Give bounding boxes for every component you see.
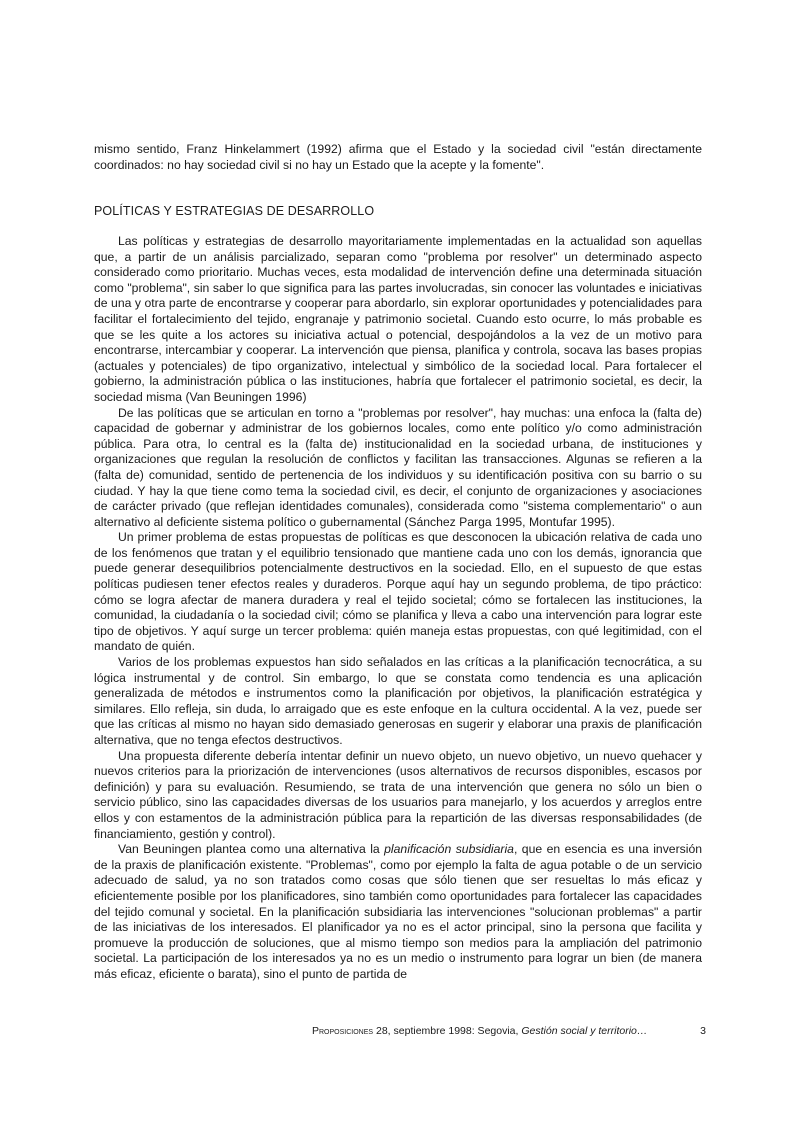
paragraph-6: [94, 842, 702, 982]
paragraph-3: Un primer problema de estas propuestas de políticas es que desconocen la ubicación relativa de cada uno de los fenómenos que tratan y el equilibrio tensionado que mantiene cada uno con los demás, ignorancia que puede generar desequilibrios potencialmente destructivos en la sociedad. Ello, en el supuesto de que estas políticas pudiesen tener efectos reales y duraderos. Porque aquí hay un segundo problema, de tipo práctico: cómo se logra afectar de manera duradera y real el tejido societal; cómo se fortalecen las instituciones, la comunidad, la ciudadanía o la sociedad civil; cómo se planifica y lleva a cabo una intervención para lograr este tipo de objetivos. Y aquí surge un tercer problema: quién maneja estas propuestas, con qué legitimidad, con el mandato de quién.: [94, 530, 702, 654]
intro-paragraph: mismo sentido, Franz Hinkelammert (1992) afirma que el Estado y la sociedad civil "están directamente coordinados: no hay sociedad civil si no hay un Estado que la acepte y la fomente".: [94, 142, 702, 172]
paragraph-4: Varios de los problemas expuestos han sido señalados en las críticas a la planificación tecnocrática, a su lógica instrumental y de control. Sin embargo, lo que se constata como tendencia es una aplicación generalizada de métodos e instrumentos como la planificación por objetivos, la planificación estratégica y similares. Ello refleja, sin duda, lo arraigado que es este enfoque en la cultura occidental. A la vez, puede ser que las críticas al mismo no hayan sido demasiado generosas en sugerir y elaborar una praxis de planificación alternativa, que no tenga efectos destructivos.: [94, 655, 702, 747]
page-footer: [312, 1025, 706, 1037]
paragraph-5: Una propuesta diferente debería intentar definir un nuevo objeto, un nuevo objetivo, un nuevo quehacer y nuevos criterios para la priorización de intervenciones (usos alternativos de recursos disponibles, escasos por definición) y para su evaluación. Resumiendo, se trata de una intervención que genera no sólo un bien o servicio público, sino las capacidades diversas de los usuarios para manejarlo, y los acuerdos y arreglos entre ellos y con estamentos de la administración pública para la repartición de las diversas responsabilidades (de financiamiento, gestión y control).: [94, 748, 702, 841]
intro-text-block: [94, 142, 702, 173]
footer-article-title: Gestión social y territorio…: [521, 1025, 648, 1037]
footer-journal-name: Proposiciones: [312, 1025, 374, 1037]
paragraph-6-rest: , que en esencia es una inversión de la praxis de planificación existente. "Problemas", como por ejemplo la falta de agua potable o de un servicio adecuado de salud, ya no son tratados como cosas que sólo tienen que ser resueltas lo más eficaz y eficientemente posible por los planificadores, sino también como oportunidades para fortalecer las capacidades del tejido comunal y societal. En la planificación subsidiaria las intervenciones "solucionan problemas" a partir de las iniciativas de los interesados. El planificador ya no es el actor principal, sino la persona que facilita y promueve la producción de soluciones, que al mismo tiempo son medios para la ampliación del patrimonio societal. La participación de los interesados ya no es un medio o instrumento para lograr un bien (de manera más eficaz, eficiente o barata), sino el punto de partida de: [94, 842, 702, 981]
body-text-block: [94, 234, 702, 983]
paragraph-6-lead: Van Beuningen plantea como una alternativa la: [118, 842, 385, 857]
paragraph-1: Las políticas y estrategias de desarrollo mayoritariamente implementadas en la actualidad son aquellas que, a partir de un análisis parcializado, separan como "problema por resolver" un determinado aspecto considerado como prioritario. Muchas veces, esta modalidad de intervención define una determinada situación como "problema", sin saber lo que significa para las partes involucradas, sin conocer las voluntades e iniciativas de una y otra parte de encontrarse y cooperar para abordarlo, sin explorar oportunidades y potencialidades para facilitar el fortalecimiento del tejido, engranaje y patrimonio societal. Cuando esto ocurre, lo más probable es que se les quite a los actores su iniciativa actual o potencial, despojándolos a la vez de un motivo para encontrarse, intercambiar y cooperar. La intervención que piensa, planifica y controla, socava las bases propias (actuales y potenciales) de tipo organizativo, intelectual y simbólico de la sociedad local. Para fortalecer el gobierno, la administración pública o las instituciones, habría que fortalecer el patrimonio societal, es decir, la sociedad misma (Van Beuningen 1996): [94, 234, 702, 404]
section-heading: POLÍTICAS Y ESTRATEGIAS DE DESARROLLO: [94, 204, 375, 218]
page-number: 3: [700, 1025, 706, 1037]
paragraph-6-emphasis: planificación subsidiaria: [384, 842, 514, 857]
footer-issue-info: 28, septiembre 1998: Segovia,: [373, 1025, 522, 1037]
paragraph-2: De las políticas que se articulan en torno a "problemas por resolver", hay muchas: una enfoca la (falta de) capacidad de gobernar y administrar de los gobiernos locales, como ente político y/o como administración pública. Para otra, lo central es la (falta de) institucionalidad en la sociedad urbana, de instituciones y organizaciones que regulan la resolución de conflictos y facilitan las transacciones. Algunas se refieren a la (falta de) comunidad, sentido de pertenencia de los individuos y su identificación positiva con su barrio o su ciudad. Y hay la que tiene como tema la sociedad civil, es decir, el conjunto de organizaciones y asociaciones de carácter privado (que reflejan identidades comunales), considerada como "sistema complementario" o aun alternativo al deficiente sistema político o gubernamental (Sánchez Parga 1995, Montufar 1995).: [94, 405, 702, 529]
